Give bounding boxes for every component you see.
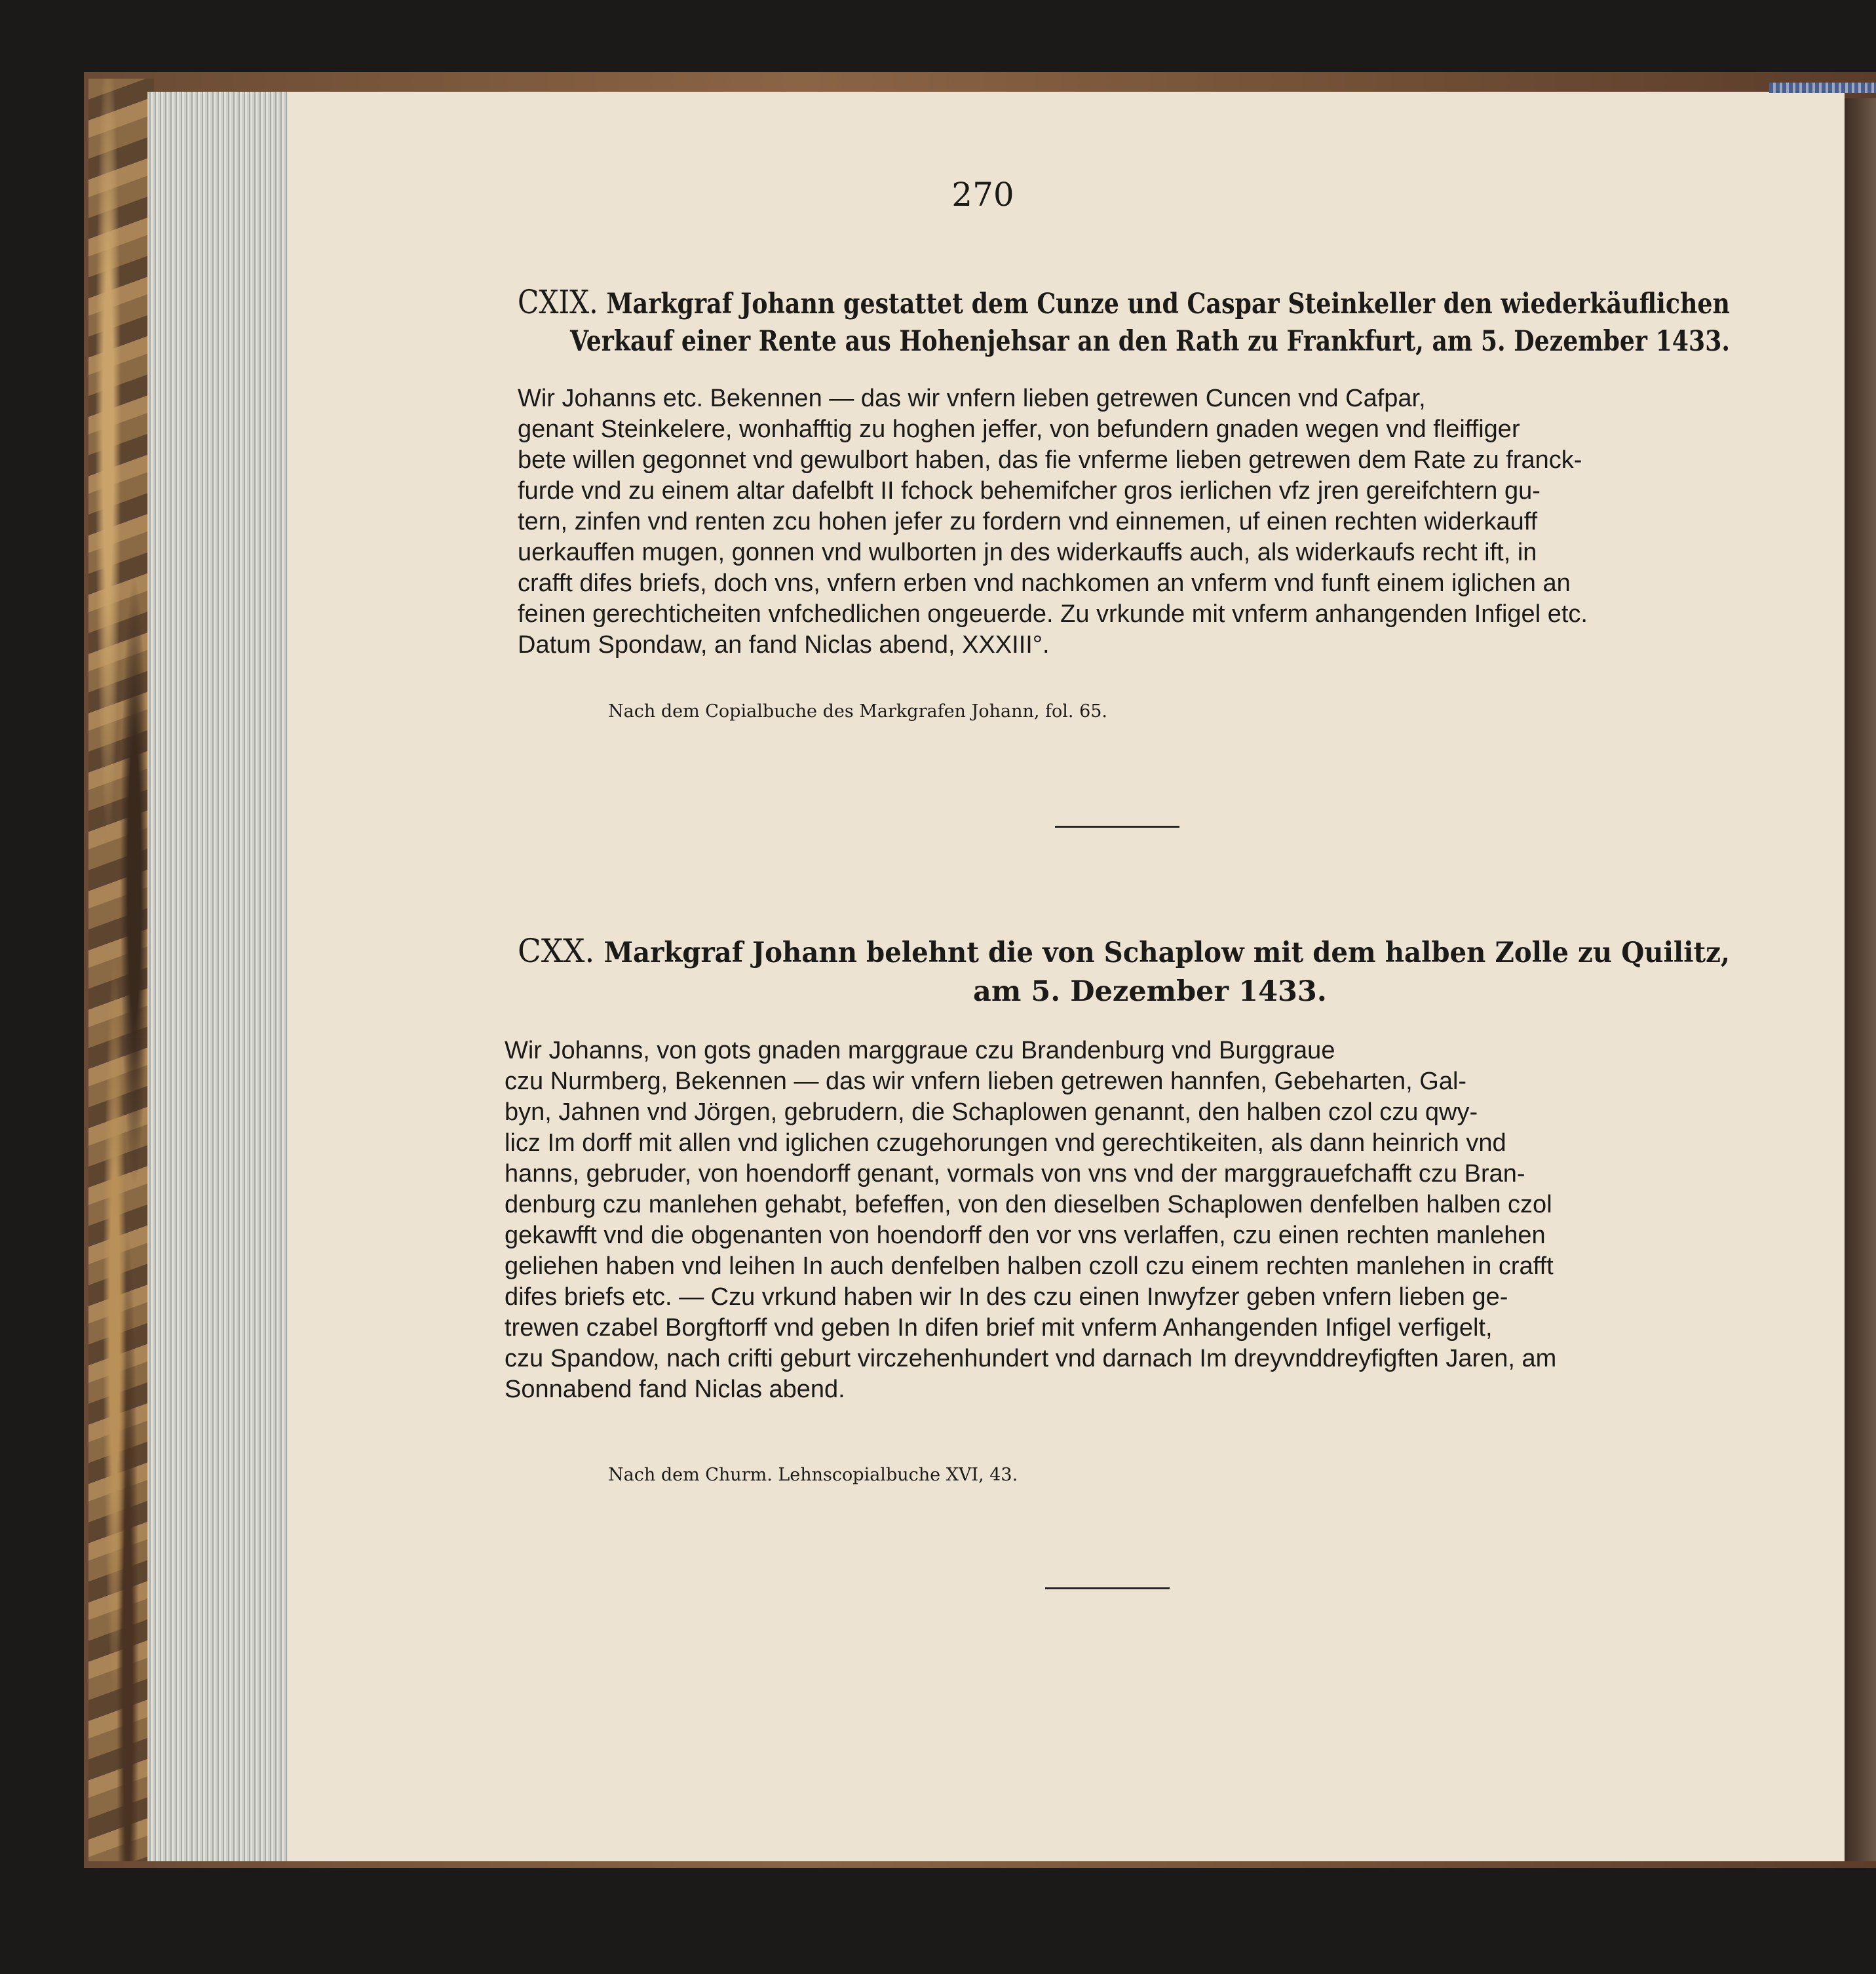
body-line: denburg czu manlehen gehabt, befeffen, von den dieselben Schaplowen denfelben halben czol	[505, 1191, 1552, 1218]
body-line: byn, Jahnen vnd Jörgen, gebrudern, die Schaplowen genannt, den halben czol czu qwy-	[505, 1098, 1478, 1126]
document-title-line-1: CXX. Markgraf Johann belehnt die von Schaplow mit dem halben Zolle zu Quilitz,	[518, 932, 1730, 970]
document-body	[505, 1035, 1556, 1405]
body-line: tern, zinfen vnd renten zcu hohen jefer zu fordern vnd einnemen, uf einen rechten widerkauff	[518, 508, 1538, 535]
gutter	[1845, 98, 1876, 1861]
end-divider	[1045, 1587, 1170, 1589]
page-number: 270	[951, 176, 1014, 214]
document-title-line-2: am 5. Dezember 1433.	[973, 975, 1327, 1008]
body-line: Wir Johanns etc. Bekennen — das wir vnfern lieben getrewen Cuncen vnd Cafpar,	[518, 385, 1426, 412]
body-line: Sonnabend fand Niclas abend.	[505, 1376, 845, 1403]
document-number: CXX.	[518, 932, 595, 970]
document-body	[518, 383, 1588, 661]
body-line: geliehen haben vnd leihen In auch denfelben halben czoll czu einem rechten manlehen in crafft	[505, 1252, 1554, 1280]
source-note: Nach dem Churm. Lehnscopialbuche XVI, 43.	[608, 1465, 1018, 1485]
document-number: CXIX.	[518, 283, 598, 321]
body-line: Wir Johanns, von gots gnaden marggraue czu Brandenburg vnd Burggraue	[505, 1037, 1335, 1064]
body-line: bete willen gegonnet vnd gewulbort haben, das fie vnferme lieben getrewen dem Rate zu franck-	[518, 446, 1582, 474]
source-note: Nach dem Copialbuche des Markgrafen Johann, fol. 65.	[608, 701, 1108, 722]
body-line: czu Nurmberg, Bekennen — das wir vnfern lieben getrewen hannfen, Gebeharten, Gal-	[505, 1068, 1467, 1095]
body-line: czu Spandow, nach crifti geburt virczehenhundert vnd darnach Im dreyvnddreyfigften Jaren, am	[505, 1345, 1557, 1372]
document-title-line-1: CXIX. Markgraf Johann gestattet dem Cunze und Caspar Steinkeller den wiederkäuflichen	[518, 283, 1730, 321]
document-title-line-2: Verkauf einer Rente aus Hohenjehsar an den Rath zu Frankfurt, am 5. Dezember 1433.	[570, 325, 1730, 358]
marbled-board	[88, 79, 154, 1861]
body-line: feinen gerechticheiten vnfchedlichen ongeuerde. Zu vrkunde mit vnferm anhangenden Infigel etc.	[518, 600, 1588, 628]
body-line: licz Im dorff mit allen vnd iglichen czugehorungen vnd gerechtikeiten, als dann heinrich vnd	[505, 1129, 1506, 1157]
body-line: trewen czabel Borgftorff vnd geben In difen brief mit vnferm Anhangenden Infigel verfigelt,	[505, 1314, 1493, 1342]
body-line: genant Steinkelere, wonhafftig zu hoghen jeffer, von befundern gnaden wegen vnd fleiffiger	[518, 416, 1520, 443]
section-divider	[1055, 826, 1179, 828]
binding-tape	[1769, 83, 1876, 93]
body-line: furde vnd zu einem altar dafelbft II fchock behemifcher gros ierlichen vfz jren gereifchtern gu-	[518, 477, 1541, 505]
body-line: uerkauffen mugen, gonnen vnd wulborten jn des widerkauffs auch, als widerkaufs recht ift, in	[518, 539, 1537, 566]
body-line: difes briefs etc. — Czu vrkund haben wir In des czu einen Inwyfzer geben vnfern lieben ge-	[505, 1283, 1508, 1311]
page-edges	[147, 92, 288, 1861]
body-line: hanns, gebruder, von hoendorff genant, vormals von vns vnd der marggrauefchafft czu Bran-	[505, 1160, 1525, 1188]
body-line: crafft difes briefs, doch vns, vnfern erben vnd nachkomen an vnferm vnd funft einem iglichen an	[518, 570, 1571, 597]
body-line: Datum Spondaw, an fand Niclas abend, XXXIII°.	[518, 631, 1050, 659]
body-line: gekawfft vnd die obgenanten von hoendorff den vor vns verlaffen, czu einen rechten manlehen	[505, 1222, 1546, 1249]
